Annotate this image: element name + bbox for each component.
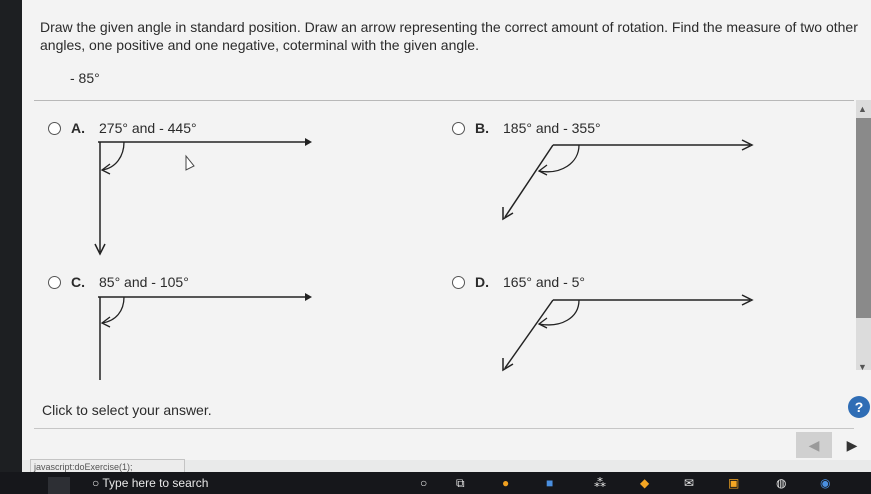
radio-c[interactable] bbox=[48, 276, 61, 289]
scrollbar-thumb[interactable] bbox=[856, 118, 871, 318]
word-icon[interactable]: ▣ bbox=[728, 476, 740, 490]
cursor-icon bbox=[186, 156, 194, 170]
option-b[interactable] bbox=[452, 120, 601, 136]
rotation-arc bbox=[539, 145, 579, 172]
radio-d[interactable] bbox=[452, 276, 465, 289]
next-button[interactable]: ▶ bbox=[846, 436, 858, 453]
radio-a[interactable] bbox=[48, 122, 61, 135]
footer-divider bbox=[34, 428, 854, 429]
rotation-arc bbox=[102, 142, 124, 170]
apps-icon[interactable]: ⁂ bbox=[594, 476, 606, 490]
rotation-arc bbox=[102, 297, 124, 323]
browser-icon[interactable]: ◉ bbox=[820, 476, 831, 490]
option-b-text: 185° and - 355° bbox=[503, 120, 601, 136]
option-d-figure bbox=[495, 290, 765, 380]
scroll-down-icon[interactable]: ▼ bbox=[858, 362, 867, 372]
file-explorer-icon[interactable]: ■ bbox=[546, 476, 554, 490]
search-text: Type here to search bbox=[102, 476, 209, 490]
status-bar: javascript:doExercise(1); bbox=[30, 459, 185, 475]
previous-button[interactable]: ◀ bbox=[796, 432, 832, 458]
option-d-letter: D. bbox=[475, 274, 489, 290]
given-angle: - 85° bbox=[70, 70, 100, 86]
windows-start-icon[interactable] bbox=[48, 477, 70, 494]
help-button[interactable]: ? bbox=[848, 396, 870, 418]
cortana-icon[interactable]: ○ bbox=[420, 476, 428, 490]
rotation-arrowhead bbox=[539, 318, 547, 328]
option-d[interactable] bbox=[452, 274, 585, 290]
mail-icon[interactable]: ✉ bbox=[684, 476, 695, 490]
terminal-side bbox=[505, 300, 553, 368]
option-b-figure bbox=[495, 135, 765, 225]
option-c-figure bbox=[90, 285, 320, 385]
question-text: Draw the given angle in standard position. Draw an arrow representing the correct amount of rotation. Find the measure of two other angles, one positive and one negative, coterminal with the given angle. bbox=[40, 19, 858, 53]
screen-bezel bbox=[0, 0, 22, 494]
answer-prompt: Click to select your answer. bbox=[42, 402, 212, 418]
radio-b[interactable] bbox=[452, 122, 465, 135]
option-d-text: 165° and - 5° bbox=[503, 274, 586, 290]
option-b-letter: B. bbox=[475, 120, 489, 136]
divider bbox=[34, 100, 854, 101]
task-view-icon[interactable]: ⧉ bbox=[456, 476, 465, 490]
rotation-arrowhead bbox=[539, 165, 547, 175]
app-icon[interactable]: ◆ bbox=[640, 476, 650, 490]
taskbar-app-icon[interactable]: ◍ bbox=[776, 476, 787, 490]
terminal-side bbox=[505, 145, 553, 217]
chrome-icon[interactable]: ● bbox=[502, 476, 510, 490]
search-icon: ○ bbox=[92, 476, 100, 490]
initial-arrowhead bbox=[305, 138, 312, 146]
scroll-up-icon[interactable]: ▲ bbox=[858, 104, 867, 114]
option-a-figure bbox=[90, 130, 320, 265]
taskbar-search[interactable] bbox=[92, 476, 208, 490]
option-a-letter: A. bbox=[71, 120, 85, 136]
option-c-letter: C. bbox=[71, 274, 85, 290]
initial-arrowhead bbox=[305, 293, 312, 301]
option-a-text: 275° and - 445° bbox=[99, 120, 197, 136]
option-c-text: 85° and - 105° bbox=[99, 274, 189, 290]
